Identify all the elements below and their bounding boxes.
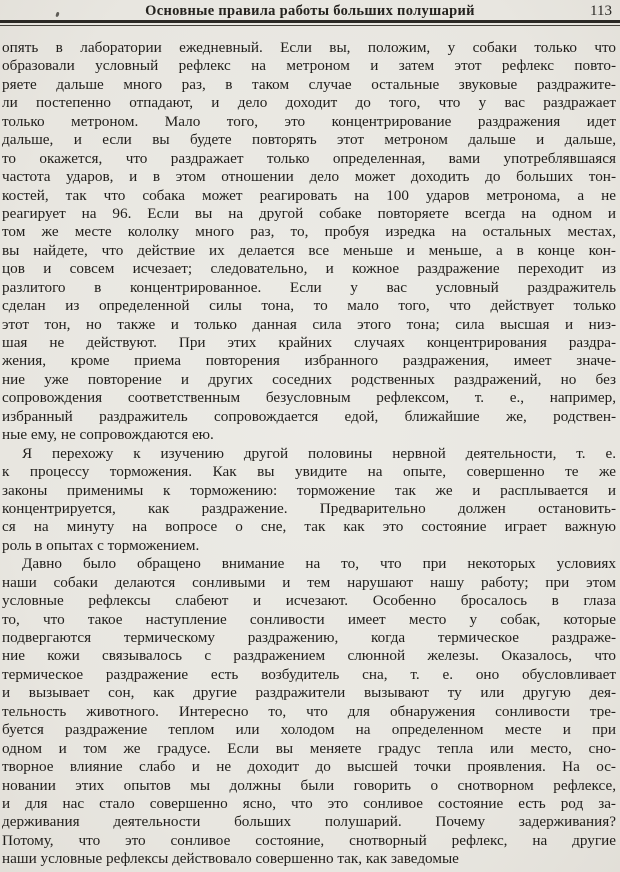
text-line: избранный раздражитель сопровождается едой, ближайшие же, родствен- bbox=[2, 407, 616, 425]
text-line: ние уже повторение и других соседних родственных раздражений, но без bbox=[2, 370, 616, 388]
text-line: творное влияние слабо и не доходит до высшей точки проявления. На ос- bbox=[2, 758, 616, 776]
text-line: Я перехожу к изучению другой половины нервной деятельности, т. е. bbox=[22, 444, 616, 462]
text-line: законы применимы к торможению: торможение так же и расплывается и bbox=[2, 481, 616, 499]
text-line: цов и совсем исчезает; следовательно, и кожное раздражение переходит из bbox=[2, 260, 616, 278]
text-line: костей, так что собака может реагировать на 100 ударов метронома, а не bbox=[2, 186, 616, 204]
text-line: тельность животного. Интересно то, что для обнаружения сонливости тре- bbox=[2, 702, 616, 720]
text-line: роль в опытах с торможением. bbox=[2, 536, 200, 554]
text-line: наши собаки делаются сонливыми и тем нарушают нашу работу; при этом bbox=[2, 573, 616, 591]
text-line: реагирует на 96. Если вы на другой собаке повторяете всегда на одном и bbox=[2, 204, 616, 222]
page-body bbox=[2, 39, 616, 869]
text-line: Потому, что это сонливое состояние, снотворный рефлекс, на другие bbox=[2, 831, 616, 849]
text-line: разлитого в концентрированное. Если у вас условный раздражитель bbox=[2, 278, 616, 296]
text-line: то, что такое наступление сонливости имеет место у собак, которые bbox=[2, 610, 616, 628]
text-line: буется раздражение теплом или холодом на определенном месте и при bbox=[2, 721, 616, 739]
text-line: держивания деятельности больших полушарий. Почему задерживания? bbox=[2, 813, 616, 831]
text-line: ние кожи связывалось с раздражением слюнной железы. Оказалось, что bbox=[2, 647, 616, 665]
text-line: только метроном. Мало того, это концентрирование раздражения идет bbox=[2, 112, 616, 130]
text-line: сделан из определенной силы тона, то мало того, что действует только bbox=[2, 297, 616, 315]
text-line: вы найдете, что действие их делается все меньше и меньше, а в конце кон- bbox=[2, 241, 616, 259]
text-line: и для нас стало совершенно ясно, что это сонливое состояние есть род за- bbox=[2, 794, 616, 812]
text-line: ли постепенно отпадают, и дело доходит до того, что у вас раздражает bbox=[2, 94, 616, 112]
text-line: том же месте кололку много раз, то, пробуя изредка на остальных местах, bbox=[2, 223, 616, 241]
page-number: 113 bbox=[590, 3, 612, 19]
text-line: к процессу торможения. Как вы увидите на опыте, совершенно те же bbox=[2, 463, 616, 481]
text-line: то окажется, что раздражает только определенная, вами употреблявшаяся bbox=[2, 149, 616, 167]
text-line: ные ему, не сопровождаются ею. bbox=[2, 426, 214, 444]
text-line: термическое раздражение есть возбудитель сна, т. е. оно обусловливает bbox=[2, 665, 616, 683]
text-line: и вызывает сон, как другие раздражители вызывают ту или другую дея- bbox=[2, 684, 616, 702]
text-line: наши условные рефлексы действовало совершенно так, как заведомые bbox=[2, 850, 459, 868]
text-line: частота ударов, и в этом отношении дело может доходить до больших тон- bbox=[2, 168, 616, 186]
text-line: Давно было обращено внимание на то, что при некоторых условиях bbox=[22, 555, 616, 573]
text-line: новании этих опытов мы должны были говорить о снотворном рефлексе, bbox=[2, 776, 616, 794]
header-rule bbox=[0, 20, 620, 26]
text-line: сопровождения соответственным безусловным рефлексом, т. е., например, bbox=[2, 389, 616, 407]
text-line: жения, кроме приема повторения избранного раздражения, имеет значе- bbox=[2, 352, 616, 370]
text-line: шая не действуют. При этих крайних случаях концентрирования раздра- bbox=[2, 334, 616, 351]
text-line: образовали условный рефлекс на метроном и затем этот рефлекс повто- bbox=[2, 57, 616, 75]
text-line: опять в лаборатории ежедневный. Если вы, положим, у собаки только что bbox=[2, 39, 616, 56]
text-line: ся на минуту на вопросе о сне, так как это состояние играет важную bbox=[2, 518, 616, 536]
text-line: условные рефлексы слабеют и исчезают. Особенно бросалось в глаза bbox=[2, 592, 616, 610]
text-line: концентрируется, как раздражение. Предварительно должен остановить- bbox=[2, 499, 616, 517]
page-header bbox=[0, 3, 620, 21]
text-line: дальше, и если вы будете повторять этот метроном дальше и дальше, bbox=[2, 131, 616, 149]
text-line: этот тон, но также и только данная сила этого тона; сила высшая и низ- bbox=[2, 315, 616, 333]
text-line: одном и том же градусе. Если вы меняете градус тепла или место, сно- bbox=[2, 739, 616, 757]
text-line: подвергаются термическому раздражению, когда термическое раздраже- bbox=[2, 629, 616, 646]
text-line: ряете дальше много раз, в таком случае остальные звуковые раздражите- bbox=[2, 75, 616, 93]
running-head: Основные правила работы больших полушарий bbox=[145, 3, 475, 19]
